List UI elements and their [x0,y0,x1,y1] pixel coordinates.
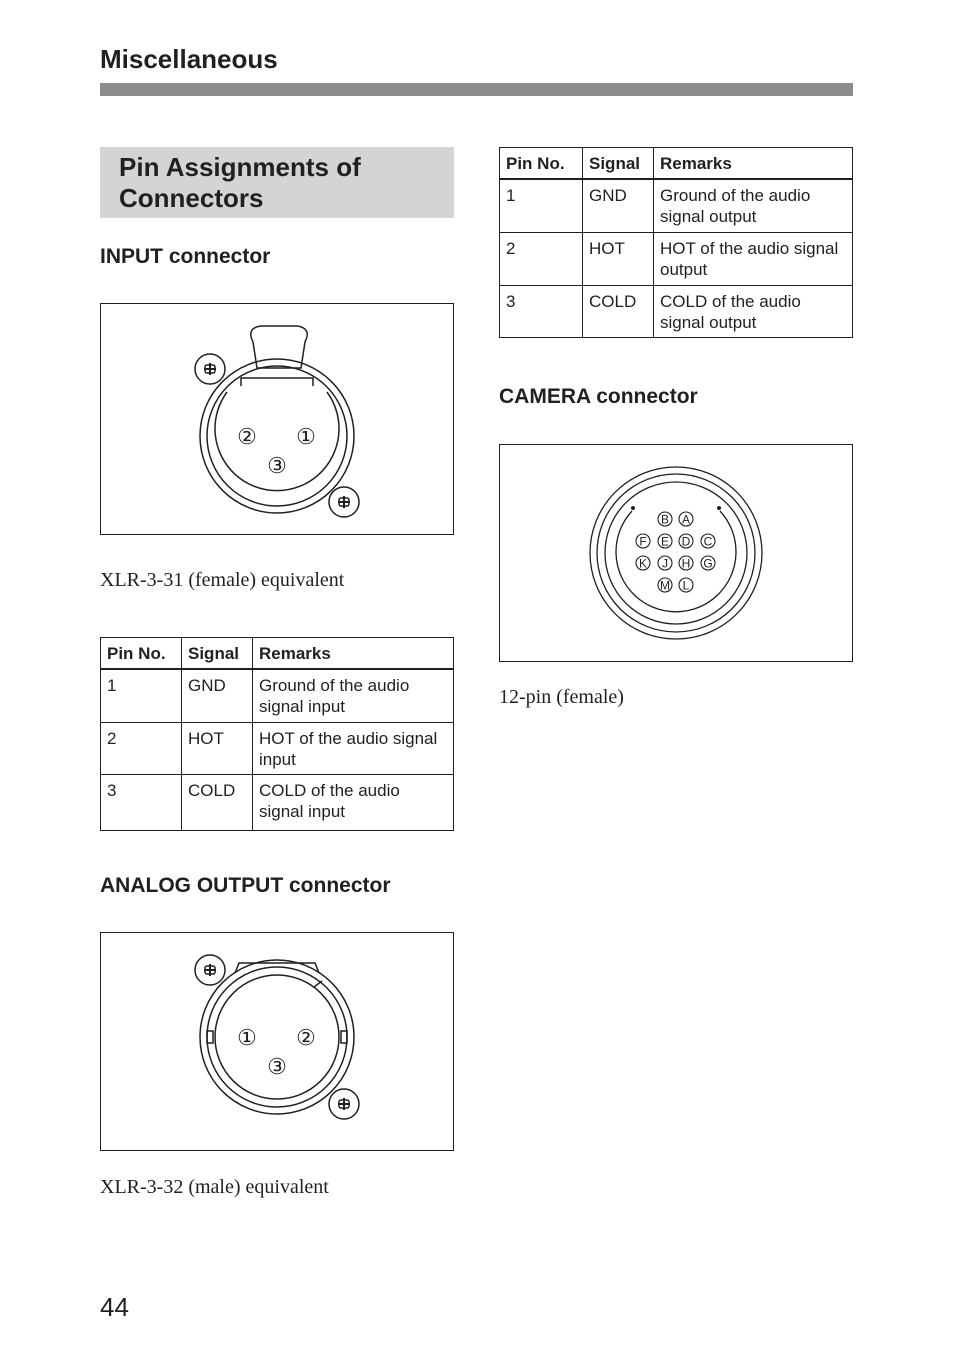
camera-connector-figure [499,444,853,662]
column-header: Remarks [253,638,454,670]
input-connector-caption: XLR-3-31 (female) equivalent [100,569,345,591]
section-header: Miscellaneous [100,44,278,74]
signal-cell: COLD [583,285,654,337]
input-pin-table [100,637,454,831]
remarks-cell: Ground of the audio signal input [253,669,454,722]
pin-number-cell: 2 [506,238,516,258]
input-connector-heading: INPUT connector [100,245,271,268]
camera-pin-label: F [639,534,647,549]
header-rule [100,83,853,96]
table-header-row [500,148,853,180]
pin-number-cell: 1 [107,676,117,695]
remarks-cell: HOT of the audio signal input [253,722,454,774]
column-header: Signal [182,638,253,670]
page-title: Pin Assignments of Connectors [119,152,361,213]
camera-pin-label: E [660,534,670,549]
xlr-female-diagram [101,304,453,534]
camera-pin-label: J [662,556,668,571]
page-title-box [100,147,454,218]
signal-cell: GND [182,669,253,722]
pin-2-label: ② [296,1025,316,1050]
pin-1-label: ① [296,424,316,449]
camera-connector-caption: 12-pin (female) [499,686,624,708]
camera-pin-label: D [681,534,691,549]
camera-pin-label: A [681,512,691,527]
remarks-cell: Ground of the audio signal output [654,179,853,232]
pin-1-label: ① [237,1025,257,1050]
pin-2-label: ② [237,424,257,449]
camera-pin-label: H [681,556,691,571]
signal-cell: GND [583,179,654,232]
pin-number-cell: 3 [107,780,117,800]
table-row [500,285,853,337]
table-row [500,232,853,285]
signal-cell: HOT [182,722,253,774]
table-row [101,722,454,774]
analog-output-connector-figure [100,932,454,1151]
column-header: Signal [583,148,654,180]
signal-cell: COLD [182,774,253,830]
pin-number-cell: 2 [107,728,117,748]
camera-pin-label: B [660,512,670,527]
pin-3-label: ③ [267,453,287,478]
xlr-male-diagram [101,933,453,1150]
table-row [101,669,454,722]
column-header: Pin No. [500,148,583,180]
analog-output-pin-table [499,147,853,338]
camera-pin-label: C [703,534,713,549]
pin-number-cell: 3 [506,291,516,311]
remarks-cell: COLD of the audio signal input [253,774,454,830]
input-connector-figure [100,303,454,535]
table-row [101,774,454,830]
camera-pin-label: K [638,556,648,571]
table-row [500,179,853,232]
analog-output-connector-heading: ANALOG OUTPUT connector [100,874,391,897]
remarks-cell: COLD of the audio signal output [654,285,853,337]
page-number: 44 [100,1292,129,1322]
camera-pin-label: G [703,556,713,571]
table-header-row [101,638,454,670]
camera-12pin-diagram [500,445,852,661]
pin-3-label: ③ [267,1054,287,1079]
pin-number-cell: 1 [506,186,516,205]
remarks-cell: HOT of the audio signal output [654,232,853,285]
camera-connector-heading: CAMERA connector [499,385,698,408]
camera-pin-label: M [660,578,670,593]
camera-pin-label: L [682,578,690,593]
column-header: Pin No. [101,638,182,670]
column-header: Remarks [654,148,853,180]
signal-cell: HOT [583,232,654,285]
analog-output-connector-caption: XLR-3-32 (male) equivalent [100,1176,329,1198]
